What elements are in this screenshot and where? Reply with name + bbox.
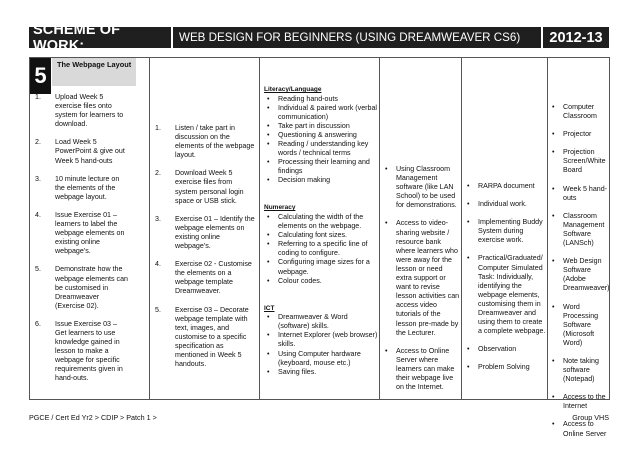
bullet-text: Note taking software (Notepad): [563, 356, 599, 384]
bullet-icon: •: [467, 218, 470, 227]
bullet-text: Decision making: [278, 176, 331, 185]
item-number: 1.: [155, 124, 161, 132]
bullet-text: Calculating the width of the elements on the webpage.: [278, 212, 364, 231]
bullet-text: RARPA document: [478, 182, 535, 190]
academic-year: 2012-13: [543, 27, 609, 48]
bullet-text: Take part in discussion: [278, 121, 350, 130]
list-item: [155, 215, 255, 251]
bullet-icon: •: [467, 363, 470, 372]
bullet-item: [549, 303, 609, 348]
bullet-icon: •: [552, 211, 555, 220]
bullet-item: [264, 176, 378, 185]
bullet-item: [264, 277, 378, 286]
bullet-icon: •: [267, 103, 270, 112]
bullet-text: Access to video-sharing website / resource bank where learners who were away for the lesson or need extra support or want to revise lesson activities can access video tutorials of the lesson pre-made by the Lecturer.: [396, 219, 460, 337]
outcomes-cell: [30, 58, 150, 400]
bullet-text: Access to Online Server: [563, 420, 607, 438]
item-number: 6.: [35, 319, 41, 328]
bullet-item: [464, 363, 546, 372]
item-number: 1.: [35, 93, 41, 101]
bullet-item: [549, 130, 609, 139]
bullet-text: Referring to a specific line of coding to configure.: [278, 240, 368, 258]
bullet-item: [264, 158, 378, 176]
bullet-item: [549, 212, 609, 248]
scheme-label: SCHEME OF WORK:: [29, 27, 171, 48]
bullet-item: [382, 165, 460, 210]
item-text: Issue Exercise 01 – learners to label the webpage elements on existing online webpage’s.: [55, 210, 125, 256]
list-item: [35, 211, 129, 256]
bullet-item: [264, 95, 378, 104]
bullet-text: Web Design Software (Adobe Dreamweaver): [563, 257, 610, 293]
item-text: Download Week 5 exercise files from system personal login space or USB stick.: [175, 169, 244, 205]
bullet-icon: •: [267, 139, 270, 148]
list-item: [155, 306, 255, 370]
bullet-icon: •: [552, 356, 555, 365]
bullet-text: Calculating font sizes.: [278, 231, 348, 240]
item-number: 2.: [155, 169, 161, 178]
skills-column: [264, 86, 378, 377]
item-number: 5.: [35, 265, 41, 274]
skills-cell: [260, 58, 380, 400]
bullet-text: Using Computer hardware (keyboard, mouse etc.): [278, 349, 361, 367]
ict-heading: ICT: [264, 304, 275, 312]
list-item: [35, 138, 129, 165]
course-title: WEB DESIGN FOR BEGINNERS (USING DREAMWEAVER CS6): [173, 27, 541, 48]
bullet-icon: •: [552, 130, 555, 139]
bullet-text: Using Classroom Management software (like LAN School) to be used for demonstrations.: [396, 165, 457, 210]
bullet-text: Projector: [563, 130, 592, 139]
bullet-icon: •: [267, 121, 270, 130]
bullet-item: [264, 240, 378, 258]
bullet-text: Access to Online Server where learners can make their webpage live on the Internet.: [396, 346, 455, 392]
bullet-text: Access to the Internet: [563, 393, 606, 411]
bullet-item: [464, 200, 546, 209]
ict-list: [264, 313, 378, 377]
bullet-icon: •: [552, 103, 555, 111]
list-item: [35, 320, 129, 384]
bullet-text: Questioning & answering: [278, 130, 357, 139]
bullet-text: Dreamweaver & Word (software) skills.: [278, 313, 348, 331]
bullet-text: Configuring image sizes for a webpage.: [278, 258, 370, 276]
resources-list: [549, 103, 609, 439]
item-text: Exercise 02 - Customise the elements on a webpage template Dreamweaver.: [175, 260, 252, 296]
literacy-list: [264, 95, 378, 186]
bullet-icon: •: [267, 94, 270, 103]
bullet-item: [464, 254, 546, 336]
item-number: 5.: [155, 305, 161, 314]
list-item: [155, 260, 255, 296]
bullet-icon: •: [552, 393, 555, 402]
item-number: 4.: [155, 260, 161, 269]
assessment-cell: [462, 58, 548, 400]
bullet-icon: •: [267, 258, 270, 267]
bullet-item: [264, 313, 378, 331]
bullet-icon: •: [552, 184, 555, 193]
item-text: Exercise 03 – Decorate webpage template with text, images, and customise to a specific specification as mentioned in Week 5 handouts.: [175, 305, 249, 369]
bullet-icon: •: [267, 276, 270, 285]
list-item: [35, 265, 129, 310]
bullet-text: Word Processing Software (Microsoft Word): [563, 302, 599, 347]
bullet-item: [549, 103, 609, 121]
differentiation-list: [382, 165, 460, 392]
bullet-item: [549, 357, 609, 384]
item-text: Exercise 01 – Identify the webpage elements on existing online webpage’s.: [175, 214, 255, 251]
numeracy-heading: Numeracy: [264, 204, 296, 212]
item-number: 3.: [35, 174, 41, 183]
numeracy-list: [264, 213, 378, 286]
bullet-icon: •: [467, 345, 470, 354]
bullet-text: Internet Explorer (web browser) skills.: [278, 331, 378, 349]
activities-cell: [150, 58, 260, 400]
bullet-icon: •: [467, 200, 470, 209]
bullet-item: [264, 122, 378, 131]
bullet-text: Reading hand-outs: [278, 94, 338, 103]
bullet-icon: •: [267, 331, 270, 340]
bullet-item: [264, 131, 378, 140]
bullet-text: Observation: [478, 345, 517, 354]
bullet-text: Processing their learning and findings: [278, 158, 370, 176]
bullet-item: [264, 331, 378, 349]
bullet-icon: •: [552, 420, 555, 429]
bullet-icon: •: [552, 302, 555, 311]
bullet-item: [264, 104, 378, 122]
bullet-item: [464, 218, 546, 245]
bullet-item: [549, 393, 609, 411]
bullet-item: [264, 213, 378, 231]
bullet-icon: •: [267, 176, 270, 185]
bullet-item: [382, 347, 460, 392]
bullet-icon: •: [267, 313, 270, 322]
bullet-item: [264, 368, 378, 377]
bullet-icon: •: [467, 254, 470, 263]
bullet-text: Saving files.: [278, 367, 317, 376]
bullet-text: Practical/Graduated/ Computer Simulated Task: Individually, identifying the webpage elements, customising them in Dreamweaver and using them to create a complete webpage.: [478, 254, 546, 336]
bullet-text: Week 5 hand-outs: [563, 184, 608, 202]
bullet-text: Classroom Management Software (LANSch): [563, 211, 605, 248]
bullet-item: [264, 350, 378, 368]
literacy-heading: Literacy/Language: [264, 86, 322, 93]
week-number: 5: [30, 58, 51, 94]
week-title: The Webpage Layout: [57, 60, 132, 69]
bullet-item: [464, 182, 546, 191]
differentiation-cell: [380, 58, 462, 400]
bullet-icon: •: [552, 148, 555, 157]
bullet-icon: •: [467, 182, 470, 190]
bullet-text: Reading / understanding key words / technical terms: [278, 139, 369, 158]
bullet-icon: •: [267, 367, 270, 376]
bullet-icon: •: [385, 219, 388, 228]
bullet-icon: •: [267, 130, 270, 139]
footer-breadcrumb: PGCE / Cert Ed Yr2 > CDIP > Patch 1 >: [29, 413, 157, 422]
item-text: Load Week 5 PowerPoint & give out Week 5 hand-outs: [55, 138, 125, 165]
bullet-item: [382, 219, 460, 337]
bullet-icon: •: [267, 158, 270, 167]
bullet-text: Implementing Buddy System during exercise work.: [478, 218, 543, 245]
bullet-icon: •: [267, 349, 270, 358]
item-number: 3.: [155, 214, 161, 223]
item-text: Upload Week 5 exercise files onto system for learners to download.: [55, 93, 124, 129]
item-number: 4.: [35, 210, 41, 219]
bullet-text: Projection Screen/White Board: [563, 148, 606, 175]
bullet-icon: •: [552, 257, 555, 266]
outcomes-list: [35, 93, 129, 384]
bullet-text: Individual work.: [478, 200, 527, 209]
item-text: Listen / take part in discussion on the elements of the webpage layout.: [175, 124, 255, 160]
item-text: Demonstrate how the webpage elements can be customised in Dreamweaver (Exercise 02).: [55, 265, 128, 310]
header-bar: [29, 21, 609, 54]
bullet-icon: •: [385, 165, 388, 173]
list-item: [35, 93, 129, 129]
bullet-icon: •: [267, 240, 270, 249]
bullet-item: [464, 345, 546, 354]
item-text: Issue Exercise 03 – Get learners to use knowledge gained in lesson to make a webpage for specific requirements given in hand-outs.: [55, 319, 123, 383]
list-item: [35, 175, 129, 202]
bullet-item: [264, 258, 378, 276]
activities-list: [155, 124, 255, 369]
footer-group: Group VHS: [572, 413, 609, 422]
bullet-text: Computer Classroom: [563, 103, 597, 121]
assessment-list: [464, 182, 546, 373]
bullet-item: [549, 148, 609, 175]
bullet-icon: •: [267, 231, 270, 240]
bullet-item: [549, 257, 609, 293]
bullet-item: [549, 185, 609, 203]
bullet-icon: •: [267, 212, 270, 221]
bullet-text: Colour codes.: [278, 276, 322, 285]
bullet-item: [549, 420, 609, 438]
bullet-text: Individual & paired work (verbal communication): [278, 103, 377, 121]
bullet-item: [264, 231, 378, 240]
bullet-item: [264, 140, 378, 158]
bullet-text: Problem Solving: [478, 363, 530, 372]
list-item: [155, 169, 255, 205]
list-item: [155, 124, 255, 160]
item-text: 10 minute lecture on the elements of the webpage layout.: [55, 174, 120, 201]
item-number: 2.: [35, 138, 41, 147]
bullet-icon: •: [385, 346, 388, 355]
